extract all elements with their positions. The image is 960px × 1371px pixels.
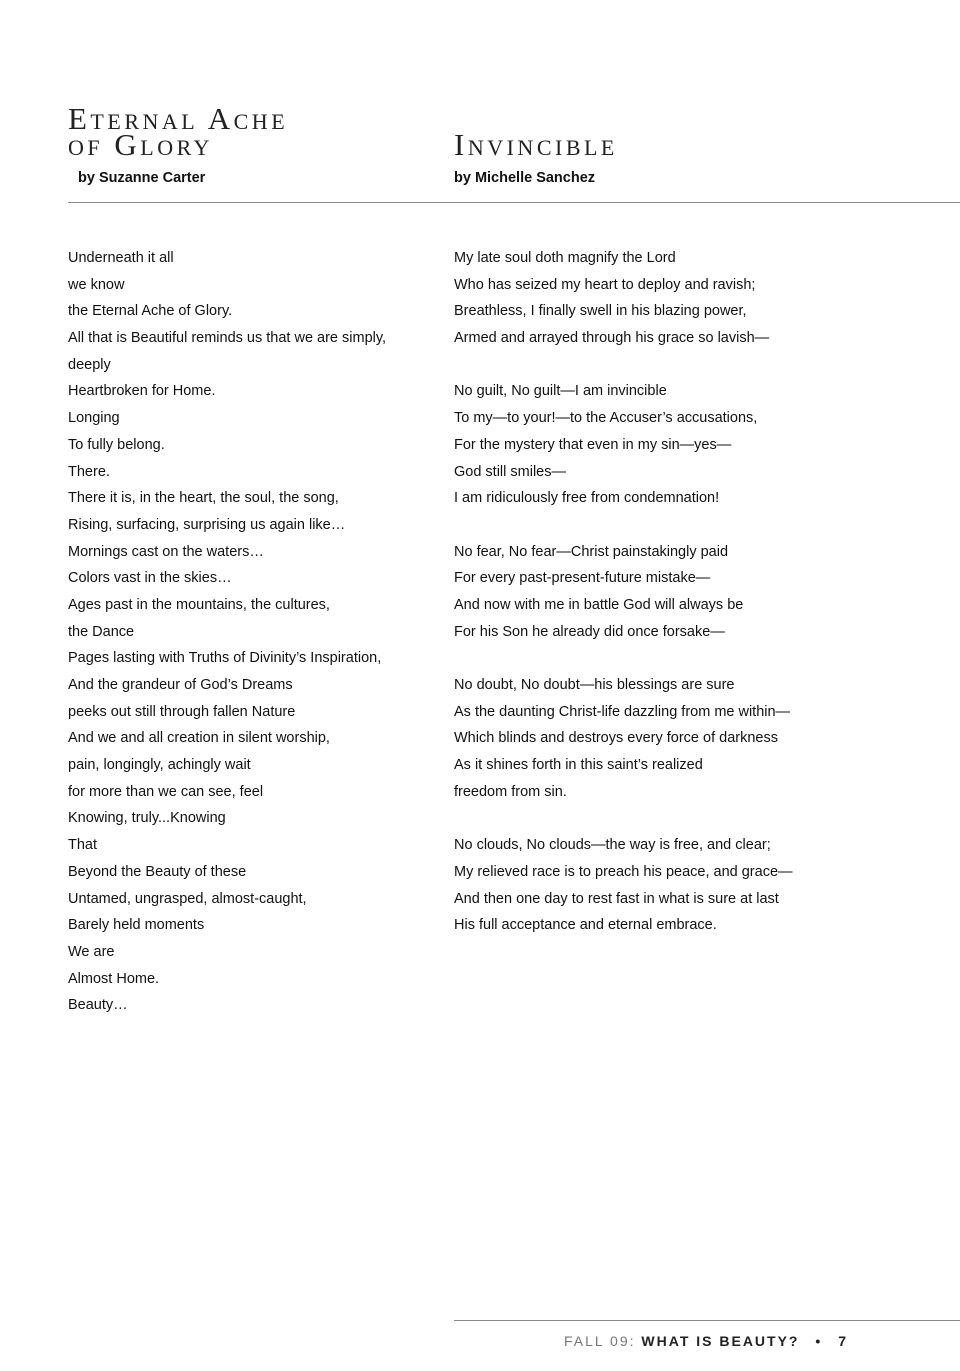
poem-line: My late soul doth magnify the Lord (454, 250, 676, 266)
poem-line: Underneath it all (68, 250, 174, 266)
poem-line: All that is Beautiful reminds us that we are simply, (68, 330, 387, 347)
poem-line: To my—to your!—to the Accuser’s accusations, (454, 410, 758, 427)
poem-line: For his Son he already did once forsake— (454, 623, 725, 640)
poem-line: And we and all creation in silent worship, (68, 730, 330, 747)
poem-line: freedom from sin. (454, 783, 567, 800)
poem-line: My relieved race is to preach his peace, and grace— (454, 863, 793, 880)
poem-line: Breathless, I finally swell in his blazing power, (454, 303, 747, 320)
left-poem-title (68, 101, 289, 162)
poem-line: the Eternal Ache of Glory. (68, 303, 233, 320)
poem-line: Untamed, ungrasped, almost-caught, (68, 890, 307, 907)
footer-issue: FALL 09: (564, 1333, 636, 1349)
poem-line: And then one day to rest fast in what is sure at last (454, 890, 779, 907)
poem-line: Who has seized my heart to deploy and ravish; (454, 276, 756, 293)
page-number: 7 (838, 1333, 848, 1349)
poem-line: Beauty… (68, 997, 128, 1014)
left-poem-title-line-1: Eternal Ache (68, 101, 289, 136)
poem-line: pain, longingly, achingly wait (68, 757, 251, 774)
poem-line: As the daunting Christ-life dazzling from me within— (454, 703, 791, 720)
poem-line: Mornings cast on the waters… (68, 543, 264, 560)
poem-line: Longing (68, 410, 120, 427)
right-poem-title-line-1: Invincible (454, 127, 618, 162)
poem-line: Colors vast in the skies… (68, 570, 232, 587)
page-footer (564, 1333, 848, 1349)
poem-line: As it shines forth in this saint’s realized (454, 757, 703, 774)
poem-line: His full acceptance and eternal embrace. (454, 917, 717, 934)
right-poem-body (454, 245, 944, 939)
footer-separator: • (815, 1333, 823, 1349)
poem-line: And now with me in battle God will always be (454, 596, 744, 613)
poem-line: for more than we can see, feel (68, 783, 264, 800)
poem-line: No doubt, No doubt—his blessings are sure (454, 677, 735, 693)
footer-theme: WHAT IS BEAUTY? (641, 1333, 800, 1349)
stanza-break (454, 645, 944, 672)
poem-line: No guilt, No guilt—I am invincible (454, 383, 667, 400)
left-poem-title-line-2: of Glory (68, 127, 213, 162)
poem-line: And the grandeur of God’s Dreams (68, 677, 293, 693)
poem-line: Ages past in the mountains, the cultures, (68, 596, 330, 613)
poem-line: Rising, surfacing, surprising us again like… (68, 516, 346, 533)
poem-line: Beyond the Beauty of these (68, 863, 247, 880)
poem-line: God still smiles— (454, 463, 566, 480)
poem-line: I am ridiculously free from condemnation! (454, 490, 720, 507)
poem-line: peeks out still through fallen Nature (68, 703, 296, 720)
poem-line: deeply (68, 356, 111, 373)
poem-line: Armed and arrayed through his grace so lavish— (454, 330, 770, 347)
poem-line: Almost Home. (68, 970, 160, 987)
left-poem-byline: by Suzanne Carter (78, 170, 206, 186)
poem-line: There. (68, 463, 110, 480)
poem-line: To fully belong. (68, 436, 165, 453)
poem-line: the Dance (68, 623, 135, 640)
poem-line: Barely held moments (68, 917, 205, 934)
stanza-break (454, 805, 944, 832)
left-poem-body (68, 245, 438, 1019)
poem-line: For every past-present-future mistake— (454, 570, 711, 587)
header-divider (68, 202, 960, 203)
right-poem-title (454, 127, 618, 162)
right-poem-byline: by Michelle Sanchez (454, 170, 596, 186)
poem-line: There it is, in the heart, the soul, the song, (68, 490, 339, 507)
poem-line: we know (68, 276, 125, 293)
stanza-break (454, 352, 944, 379)
poem-line: No fear, No fear—Christ painstakingly paid (454, 543, 729, 560)
poem-line: That (68, 837, 98, 854)
poem-line: We are (68, 943, 115, 960)
poem-line: No clouds, No clouds—the way is free, and clear; (454, 837, 771, 854)
footer-divider (454, 1320, 960, 1321)
stanza-break (454, 512, 944, 539)
poem-line: For the mystery that even in my sin—yes— (454, 436, 732, 453)
poem-line: Knowing, truly...Knowing (68, 810, 226, 827)
poem-line: Which blinds and destroys every force of darkness (454, 730, 778, 747)
poem-line: Pages lasting with Truths of Divinity’s Inspiration, (68, 650, 382, 667)
poem-line: Heartbroken for Home. (68, 383, 216, 400)
